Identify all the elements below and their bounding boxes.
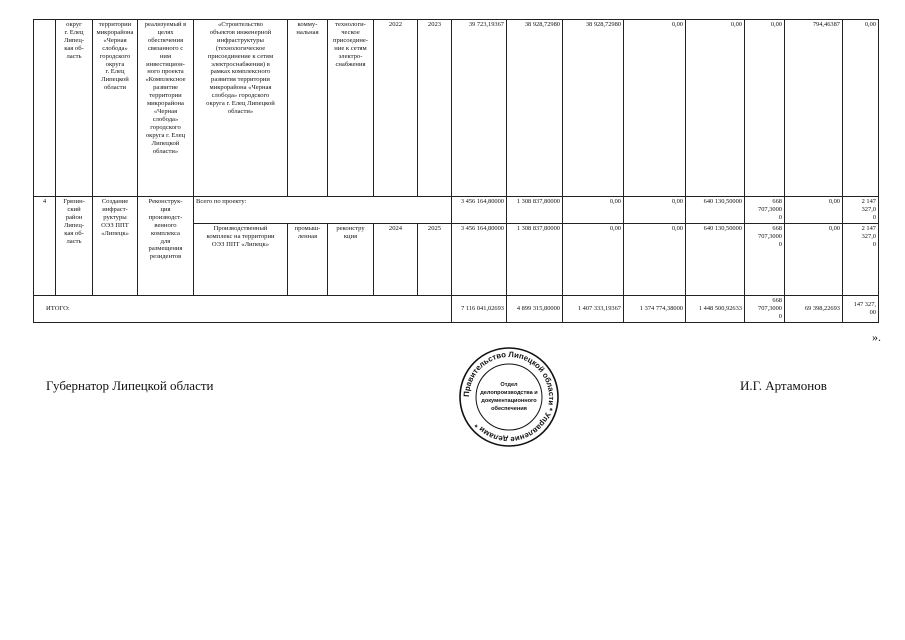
stamp-center-line: делопроизводства и <box>480 390 538 396</box>
cell-work-type: технологи- ческое присоедине- ние к сетям электро- снабжения <box>328 20 374 197</box>
cell-value: 640 130,50000 <box>686 224 745 296</box>
cell-value: 3 456 164,80000 <box>452 197 507 224</box>
cell-work-type: реконстру кция <box>328 224 374 296</box>
cell-year-start: 2024 <box>374 224 418 296</box>
cell-value: 0,00 <box>843 20 879 197</box>
cell-location: Грязин- ский район Липец- кая об- ласть <box>56 197 93 296</box>
stamp-center-line: Отдел <box>500 382 518 388</box>
cell-year-start: 2022 <box>374 20 418 197</box>
cell-sphere: комму- нальная <box>288 20 328 197</box>
table-total-row <box>34 296 879 323</box>
table-row <box>34 197 879 224</box>
cell-value: 7 116 041,02693 <box>452 296 507 323</box>
cell-value: 1 308 837,80000 <box>507 224 563 296</box>
cell-value: 4 899 315,80000 <box>507 296 563 323</box>
cell-value: 2 147 327,0 0 <box>843 224 879 296</box>
cell-value: 1 308 837,80000 <box>507 197 563 224</box>
cell-value: 0,00 <box>785 197 843 224</box>
cell-value: 668 707,3000 0 <box>745 296 785 323</box>
cell-value: 1 374 774,38000 <box>624 296 686 323</box>
cell-value: 0,00 <box>624 224 686 296</box>
cell-value: 0,00 <box>563 224 624 296</box>
project-total-label: Всего по проекту: <box>194 197 452 224</box>
cell-value: 3 456 164,80000 <box>452 224 507 296</box>
cell-value: 38 928,72980 <box>507 20 563 197</box>
signatory-name: И.Г. Артамонов <box>740 378 827 393</box>
cell-value: 0,00 <box>745 20 785 197</box>
closing-quote-mark: ». <box>872 330 881 344</box>
cell-value: 0,00 <box>686 20 745 197</box>
cell-value: 2 147 327,0 0 <box>843 197 879 224</box>
cell-value: 0,00 <box>624 197 686 224</box>
table-row <box>34 20 879 197</box>
cell-object: Производственный комплекс на территории ОЭЗ ППТ «Липецк» <box>194 224 288 296</box>
investment-projects-table <box>33 19 879 323</box>
cell-value: 39 723,19367 <box>452 20 507 197</box>
cell-program: Создание инфраст- руктуры ОЭЗ ППТ «Липецк» <box>93 197 138 296</box>
cell-location: округ г. Елец Липец- кая об- ласть <box>56 20 93 197</box>
cell-value: 0,00 <box>624 20 686 197</box>
cell-project: реализуемый в целях обеспечения связанного с ним инвестицион- ного проекта «Комплексное развитие территории микрорайона «Черная слобода» городского округа г. Елец Липецкой области» <box>138 20 194 197</box>
cell-value: 0,00 <box>563 197 624 224</box>
cell-year-end: 2023 <box>418 20 452 197</box>
cell-value: 147 327, 00 <box>843 296 879 323</box>
cell-value: 1 407 333,19367 <box>563 296 624 323</box>
cell-program: территории микрорайона «Черная слобода» городского округа г. Елец Липецкой области <box>93 20 138 197</box>
cell-value: 668 707,3000 0 <box>745 224 785 296</box>
cell-value: 38 928,72980 <box>563 20 624 197</box>
signatory-position: Губернатор Липецкой области <box>46 378 214 393</box>
cell-object: «Строительство объектов инженерной инфраструктуры (технологическое присоединение к сетям электроснабжения) в рамках комплексного развития территории микрорайона «Черная слобода» городского округа г. Елец Липецкой области» <box>194 20 288 197</box>
stamp-center-line: обеспечения <box>491 406 527 412</box>
cell-index <box>34 20 56 197</box>
cell-value: 668 707,3000 0 <box>745 197 785 224</box>
official-stamp <box>458 346 560 448</box>
cell-value: 1 448 500,92633 <box>686 296 745 323</box>
cell-index: 4 <box>34 197 56 296</box>
cell-value: 0,00 <box>785 224 843 296</box>
cell-value: 640 130,50000 <box>686 197 745 224</box>
total-label: ИТОГО: <box>34 296 452 323</box>
cell-year-end: 2025 <box>418 224 452 296</box>
cell-value: 794,46387 <box>785 20 843 197</box>
cell-project: Реконструк- ция производст- венного комплекса для размещения резидентов <box>138 197 194 296</box>
cell-sphere: промыш- ленная <box>288 224 328 296</box>
stamp-center-line: документационного <box>481 398 537 404</box>
cell-value: 69 398,22693 <box>785 296 843 323</box>
stamp-ring-text: Правительство Липецкой области * Управление делами * <box>461 349 557 445</box>
